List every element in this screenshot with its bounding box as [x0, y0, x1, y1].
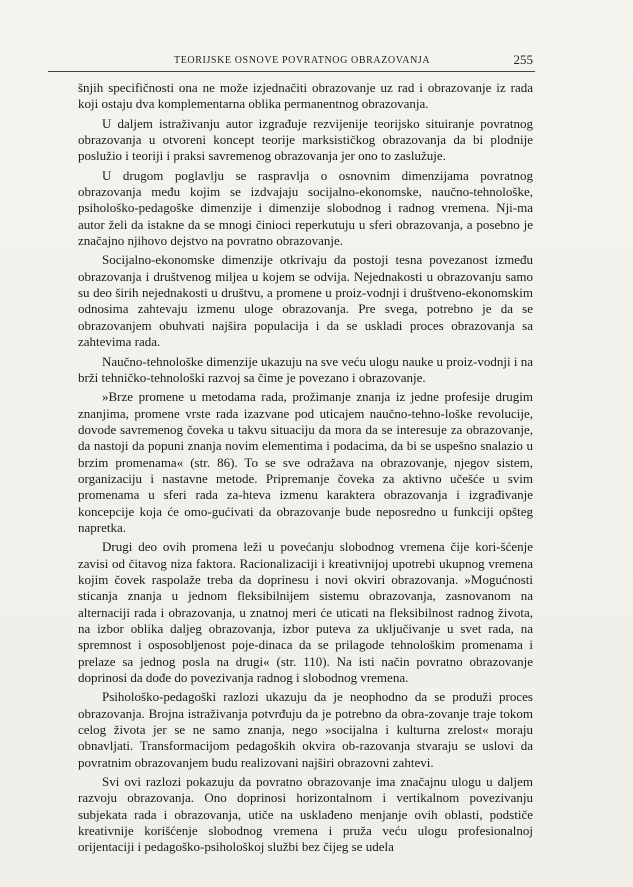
paragraph-continuation: šnjih specifičnosti ona ne može izjednačiti obrazovanje uz rad i obrazovanje iz rada koji ostaju dva komplementarna oblika permanentnog obrazovanja. [78, 80, 533, 112]
paragraph: Svi ovi razlozi pokazuju da povratno obrazovanje ima značajnu ulogu u daljem razvoju obrazovanja. Ono doprinosi horizontalnom i vertikalnom povezivanju subjekata rada i obrazovanja, utiče na usklađeno menjanje ovih oblasti, podstiče kreativnije korišćenje slobodnog vremena i pruža veću ulogu profesionalnoj orijentaciji i pedagoško-psihološkoj službi bez čijeg se udela [78, 774, 533, 855]
paragraph-quote: »Brze promene u metodama rada, prožimanje znanja iz jedne profesije drugim znanjima, promene vrste rada izazvane pod uticajem naučno-tehno-loške revolucije, dovode savremenog čoveka u takvu situaciju da mora da se interesuje za obrazovanje, da nastoji da popuni znanja novim elementima i podacima, da bi se uspešno snalazio u brzim promenama« (str. 86). To se sve odražava na obrazovanje, njegov sistem, organizaciju i nastavne metode. Pripremanje čoveka za aktivno učešće u svim promenama u sferi rada za-hteva izmenu karaktera obrazovanja i izgrađivanje koncepcije koja će omo-gućivati da obrazovanje bude neposredno u funkciji opšteg napretka. [78, 389, 533, 535]
paragraph: U drugom poglavlju se raspravlja o osnovnim dimenzijama povratnog obrazovanja među kojim se izdvajaju socijalno-ekonomske, naučno-tehnološke, psihološko-pedagoške dimenzije i dimenzije slobodnog i radnog vremena. Nji-ma autor želi da istakne da se mnogi činioci reperkutuju u sferi obrazovanja, a posebno je značajno njihovo dejstvo na povratno obrazovanje. [78, 167, 533, 249]
running-title: TEORIJSKE OSNOVE POVRATNOG OBRAZOVANJA [174, 55, 431, 66]
header-rule [48, 71, 535, 72]
paragraph: Psihološko-pedagoški razlozi ukazuju da je neophodno da se produži proces obrazovanja. Brojna istraživanja potvrđuju da je potrebno da obra-zovanje traje tokom celog života jer se ne samo znanja, nego »socijalna i kulturna zrelost« moraju obnavljati. Transformacijom pedagoških okvira ob-razovanja stvaraju se uslovi da povratnim obrazovanjem budu realizovani najširi obrazovni zahtevi. [78, 689, 533, 770]
paragraph: U daljem istraživanju autor izgrađuje rezvijenije teorijsko situiranje povratnog obrazovanja u otvoreni koncept teorije marksističkog obrazovanja da bi plodnije poslužio i teoriji i praksi savremenog obrazovanja jer ono to zaslužuje. [78, 115, 533, 164]
page-number: 255 [513, 52, 533, 67]
paragraph: Socijalno-ekonomske dimenzije otkrivaju da postoji tesna povezanost između obrazovanja i društvenog miljea u kojem se odvija. Nejednakosti u obrazovanju samo su deo širih nejednakosti u društvu, a promene u proiz-vodnji i društveno-ekonomskim odnosima zahtevaju izmenu uloge obrazovanja. Pre svega, potrebno je da se obrazovanjem obuhvati najšira populacija i da se uskladi proces obrazovanja sa zahtevima rada. [78, 252, 533, 350]
page-header [78, 52, 533, 68]
paragraph: Drugi deo ovih promena leži u povećanju slobodnog vremena čije kori-šćenje zavisi od čitavog niza faktora. Racionalizaciji i kreativnijoj upotrebi ukupnog vremena kojim čovek raspolaže treba da doprinesu i novi okviri obrazovanja. »Mogućnosti sticanja znanja u jednom fleksibilnijem sistemu obrazovanja, zasnovanom na alternaciji rada i obrazovanja, u znatnoj meri će uticati na fleksibilnost radnog života, na izbor oblika daljeg obrazovanja, izbor puteva za uključivanje u svet rada, na spremnost i osposobljenost poje-dinaca da se prilagode tehnološkim promenama i prelaze sa jednog posla na drugi« (str. 110). Na isti način povratno obrazovanje doprinosi da dođe do povezivanja radnog i slobodnog vremena. [78, 539, 533, 686]
paragraph: Naučno-tehnološke dimenzije ukazuju na sve veću ulogu nauke u proiz-vodnji i na brži tehničko-tehnološki razvoj sa čime je povezano i obrazovanje. [78, 353, 533, 385]
body-text [78, 80, 533, 856]
